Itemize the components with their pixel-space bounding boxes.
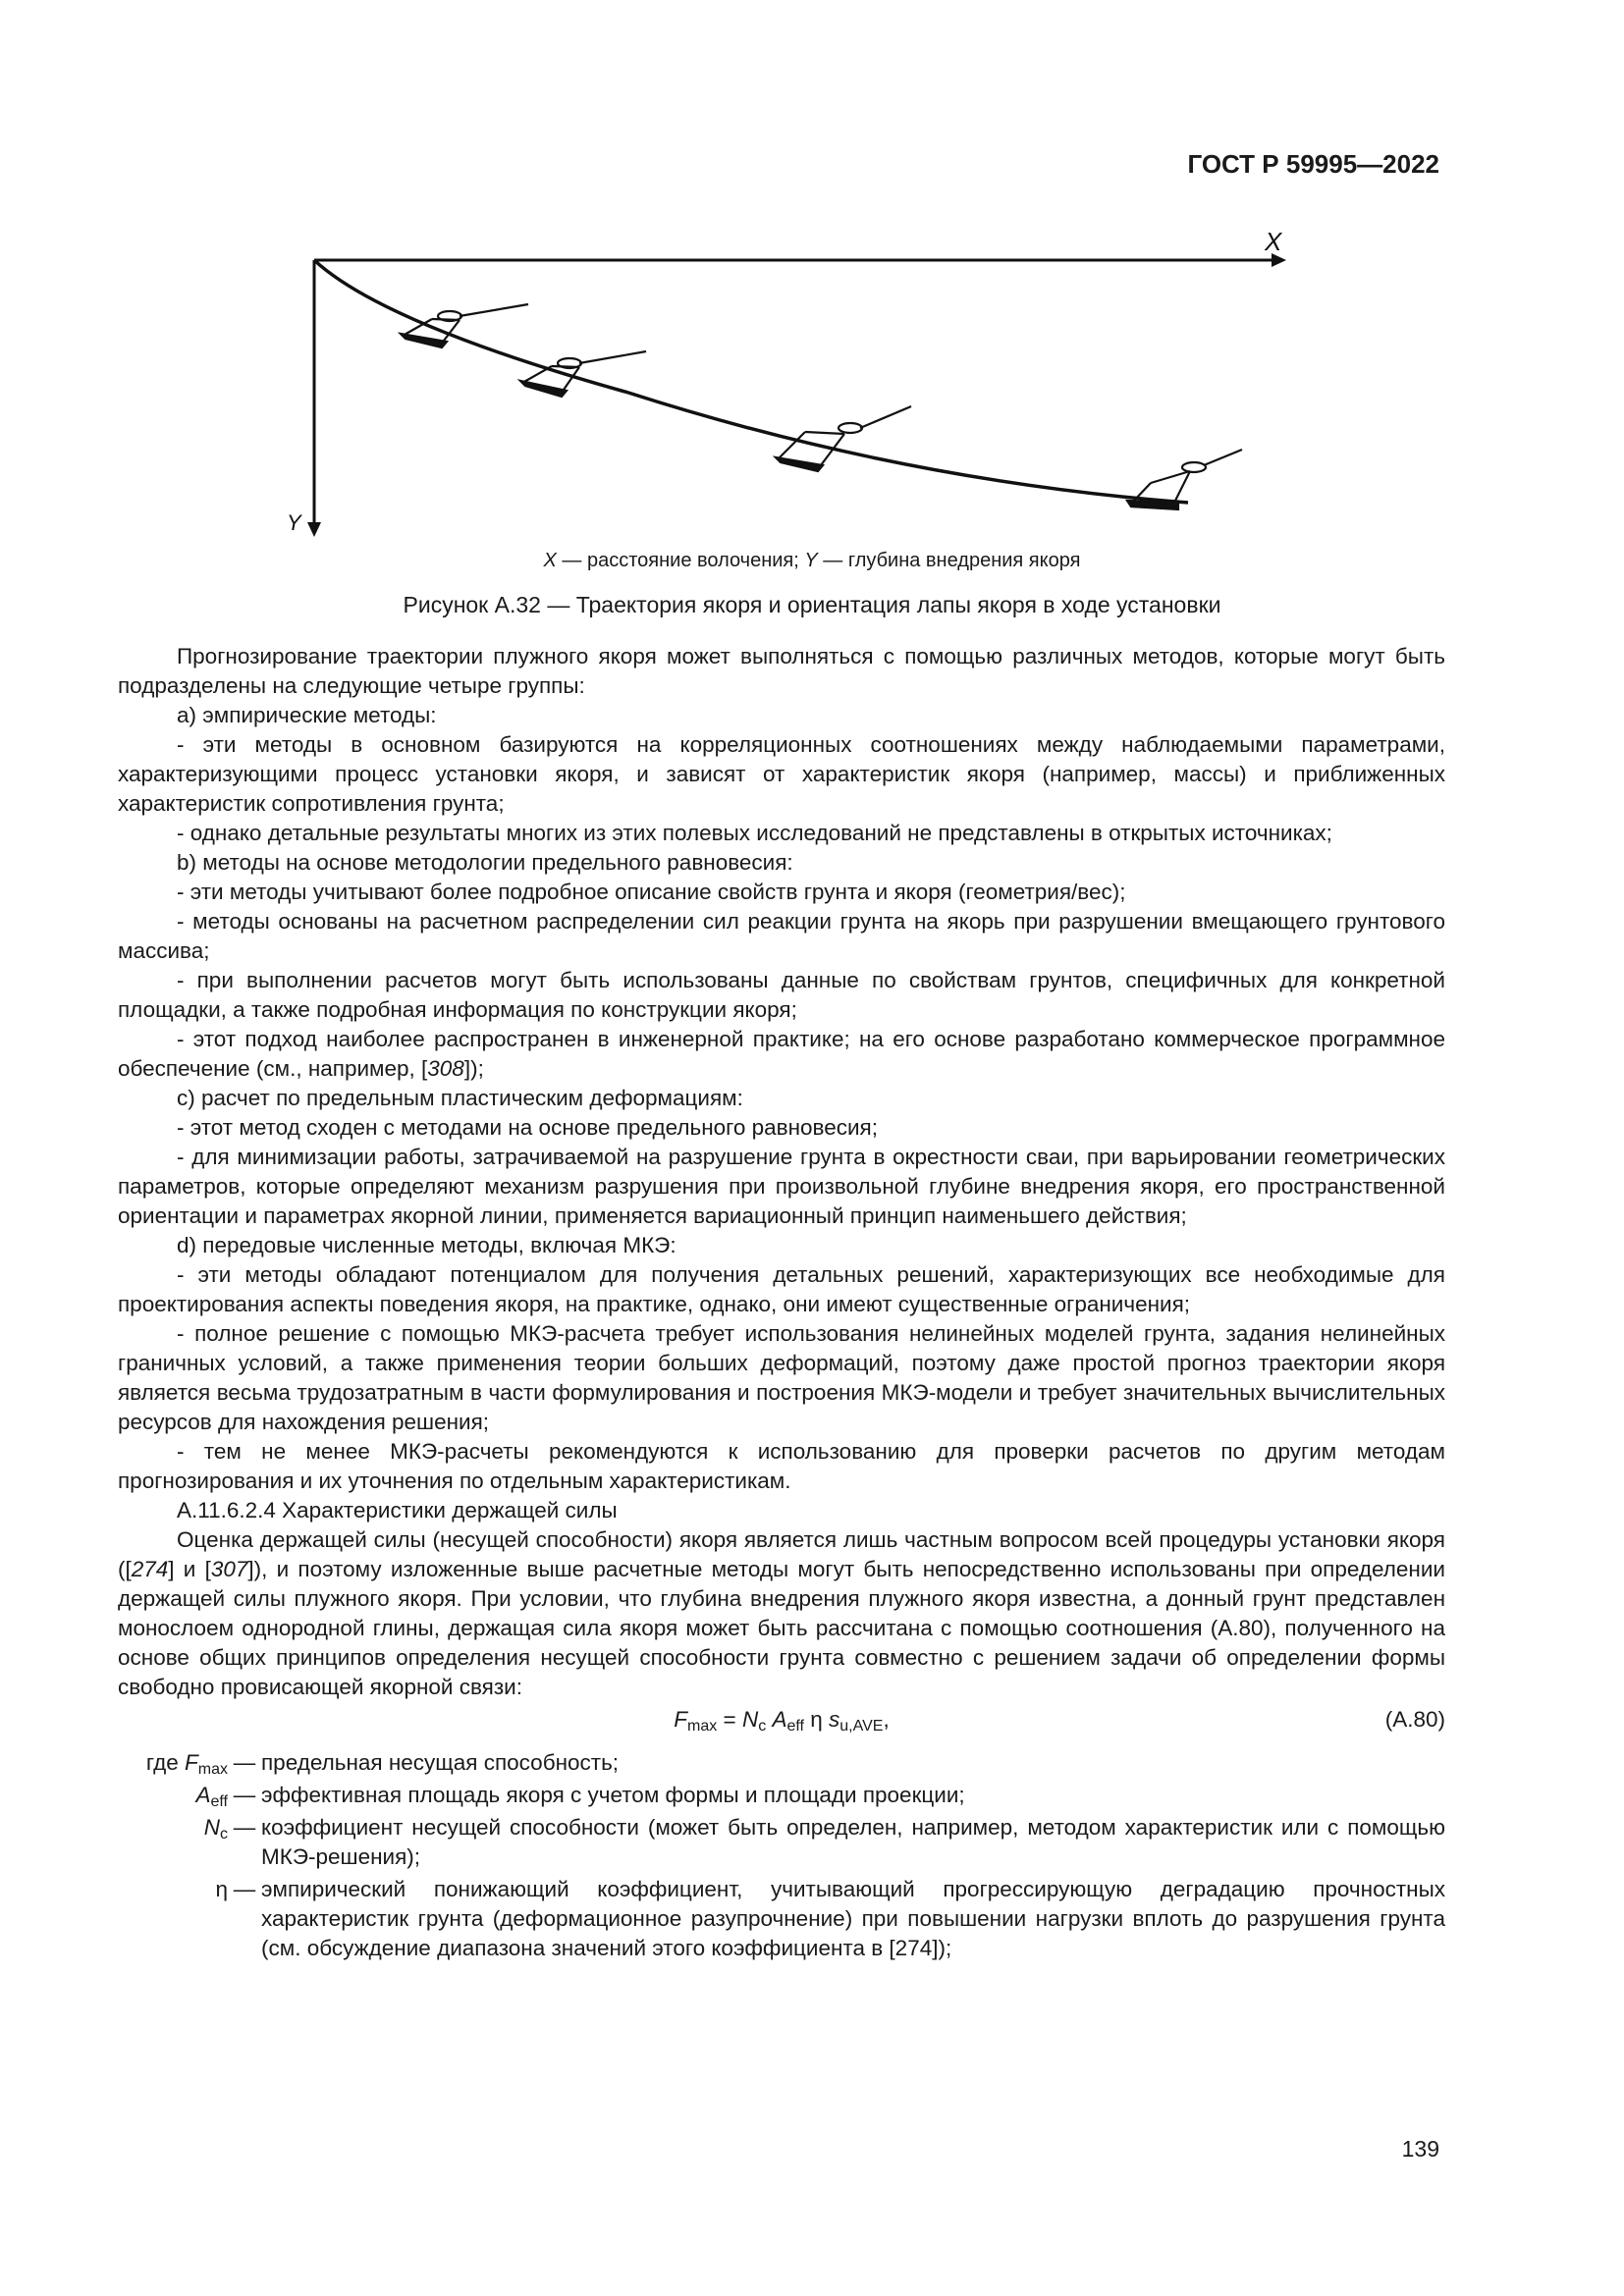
reference-307: 307 [210,1557,248,1581]
trajectory-diagram [265,226,1306,550]
definition-row: $N_c$ — коэффициент несущей способности (может быть определен, например, методом характеристик или с помощью МКЭ-решения); [203,1815,1445,1869]
list-subitem: - эти методы обладают потенциалом для получения детальных решений, характеризующих все необходимые для проектирования аспекты поведения якоря, на практике, однако, они имеют существенные ограничения; [118,1262,1445,1316]
trajectory-curve [314,260,1188,503]
list-subitem: - этот метод сходен с методами на основе предельного равновесия; [177,1115,878,1140]
list-subitem: - для минимизации работы, затрачиваемой на разрушение грунта в окрестности сваи, при варьировании геометрических параметров, которые определяют механизм разрушения при произвольной глубине внедрения якоря, его пространственной ориентации и параметрах якорной линии, применяется вариационный принцип наименьшего действия; [118,1145,1445,1228]
list-item-a: а) эмпирические методы: [177,703,437,727]
figure-caption: Рисунок А.32 — Траектория якоря и ориентация лапы якоря в ходе установки [403,592,1221,617]
legend-x-text: — расстояние волочения; [556,550,805,571]
list-subitem: - однако детальные результаты многих из этих полевых исследований не представлены в открытых источниках; [177,821,1332,845]
list-subitem: - эти методы учитывают более подробное описание свойств грунта и якоря (геометрия/вес); [177,880,1126,904]
anchor-position-4 [1127,450,1242,509]
reference-274: 274 [131,1557,169,1581]
paragraph-holding-capacity: Оценка держащей силы (несущей способности) якоря является лишь частным вопросом всей процедуры установки якоря ([274] и [307]), и поэтому изложенные выше расчетные методы могут быть непосредственно использованы при определении держащей силы плужного якоря. При условии, что глубина внедрения плужного якоря известна, а донный грунт представлен монослоем однородной глины, держащая сила якоря может быть рассчитана с помощью соотношения (А.80), полученного на основе общих принципов определения несущей способности грунта совместно с решением задачи об определении формы свободно провисающей якорной связи: [118,1527,1445,1699]
x-axis-label: X [1265,227,1282,256]
list-item-c: с) расчет по предельным пластическим деформациям: [177,1086,743,1110]
definition-row: где $F_{max}$ — предельная несущая способность; [145,1750,620,1778]
document-body [118,642,1445,1966]
formula-number: (А.80) [1384,1707,1445,1732]
list-subitem: - этот подход наиболее распространен в инженерной практике; на его основе разработано коммерческое программное обеспечение (см., например, [308]); [118,1027,1445,1081]
document-standard-header: ГОСТ Р 59995—2022 [1187,149,1439,179]
list-subitem: - при выполнении расчетов могут быть использованы данные по свойствам грунтов, специфичных для конкретной площадки, а также подробная информация по конструкции якоря; [118,968,1445,1022]
legend-y-text: — глубина внедрения якоря [817,550,1081,571]
legend-y-symbol: Y [804,550,818,571]
page-number: 139 [1401,2136,1439,2162]
legend-x-symbol: X [543,550,557,571]
y-axis-arrowhead [307,522,321,537]
list-subitem: - методы основаны на расчетном распределении сил реакции грунта на якорь при разрушении вмещающего грунтового массива; [118,909,1445,963]
list-subitem: - тем не менее МКЭ-расчеты рекомендуются к использованию для проверки расчетов по другим методам прогнозирования и их уточнения по отдельным характеристикам. [118,1439,1445,1493]
symbol-definitions [118,1748,1445,1966]
section-heading: А.11.6.2.4 Характеристики держащей силы [177,1498,618,1522]
reference-308: 308 [427,1056,464,1081]
y-axis-label: Y [287,510,301,535]
definition-row: η — эмпирический понижающий коэффициент, учитывающий прогрессирующую деградацию прочностных характеристик грунта (деформационное разупрочнение) при повышении нагрузки вплоть до разрушения грунта (см. обсуждение диапазона значений этого коэффициента в [274]); [215,1877,1445,1960]
list-subitem: - эти методы в основном базируются на корреляционных соотношениях между наблюдаемыми параметрами, характеризующими процесс установки якоря, и зависят от характеристик якоря (например, массы) и приближенных характеристик сопротивления грунта; [118,732,1445,816]
list-item-d: d) передовые численные методы, включая МКЭ: [177,1233,677,1257]
list-item-b: b) методы на основе методологии предельного равновесия: [177,850,793,875]
figure-legend [0,550,1624,572]
definition-row: $A_{eff}$ — эффективная площадь якоря с учетом формы и площади проекции; [195,1783,965,1810]
list-subitem: - полное решение с помощью МКЭ-расчета требует использования нелинейных моделей грунта, задания нелинейных граничных условий, а также применения теории больших деформаций, поэтому даже простой прогноз траектории якоря является весьма трудозатратным в части формулирования и построения МКЭ-модели и требует значительных вычислительных ресурсов для нахождения решения; [118,1321,1445,1434]
formula-a80: $F_{max} = N_c$ $A_{eff}$ η $s_{u,AVE}$, (А.80) [674,1707,1445,1735]
figure-anchor-trajectory [265,226,1306,550]
paragraph-intro: Прогнозирование траектории плужного якоря может выполняться с помощью различных методов, которые могут быть подразделены на следующие четыре группы: [118,644,1445,698]
anchor-position-2 [520,351,646,397]
